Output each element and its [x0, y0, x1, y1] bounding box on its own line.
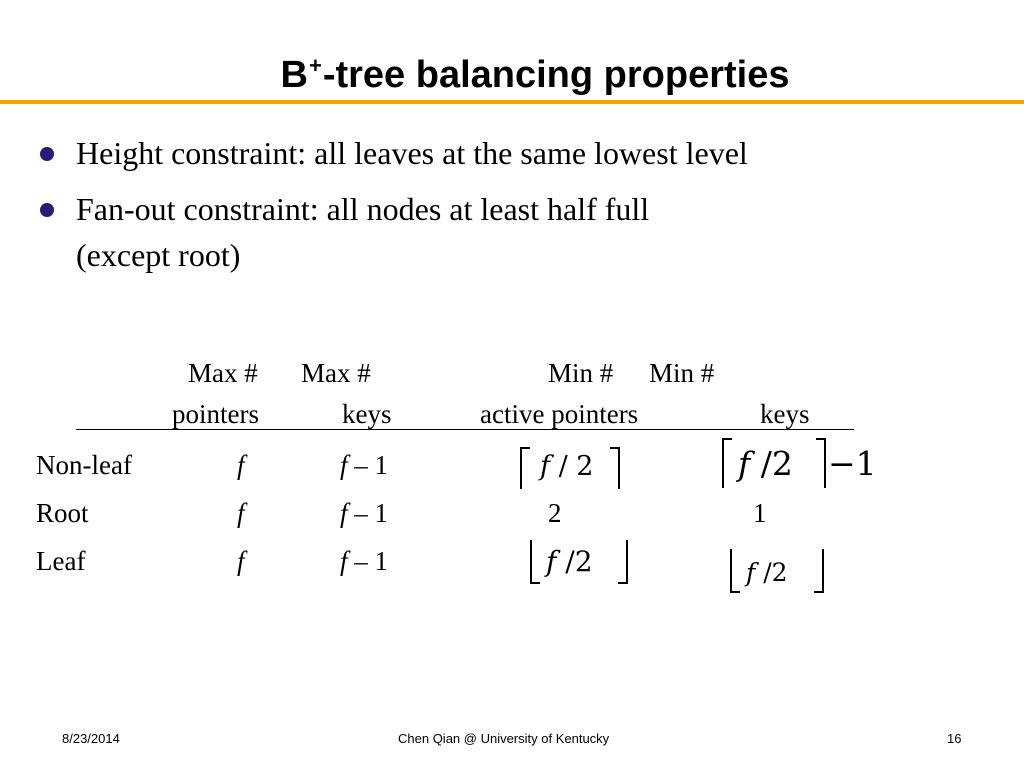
non-leaf-max-keys: f – 1: [340, 450, 389, 480]
root-min-active-pointers: 2: [548, 498, 562, 528]
root-max-pointers: f: [237, 498, 245, 528]
bullet-text-continued: (except root): [76, 237, 241, 273]
bullet-item: [36, 186, 996, 278]
title-prefix: B: [280, 54, 308, 96]
header-max-keys-line2: keys: [342, 399, 392, 429]
root-max-keys: f – 1: [340, 498, 389, 528]
title-underline: [0, 100, 1024, 104]
footer-date: 8/23/2014: [62, 731, 120, 746]
header-min-keys-line1: Min #: [649, 358, 715, 388]
ceil-right-bracket-icon: [816, 438, 826, 488]
floor-right-bracket-icon: [814, 549, 824, 593]
bullet-dot-icon: [40, 203, 54, 217]
leaf-min-active-pointers: [530, 540, 630, 582]
bullet-item: [36, 130, 996, 176]
row-label-root: Root: [36, 498, 89, 528]
footer-center-text: Chen Qian @ University of Kentucky: [398, 731, 610, 746]
header-max-pointers-line1: Max #: [188, 358, 258, 388]
header-rule: [76, 429, 854, 430]
ceil-left-bracket-icon: [520, 447, 530, 489]
header-min-keys-line2: keys: [760, 399, 810, 429]
header-max-keys-line1: Max #: [301, 358, 371, 388]
floor-left-bracket-icon: [730, 549, 740, 593]
header-min-active-pointers-line1: Min #: [548, 358, 614, 388]
row-label-leaf: Leaf: [36, 546, 86, 576]
leaf-max-keys: f – 1: [340, 546, 389, 576]
non-leaf-max-pointers: f: [237, 450, 245, 480]
bullet-text: Fan-out constraint: all nodes at least half full: [76, 191, 650, 227]
floor-expression: f /2: [546, 545, 593, 578]
floor-expression: f /2: [746, 558, 788, 587]
bullet-dot-icon: [40, 147, 54, 161]
footer-page-number: 16: [947, 731, 962, 746]
floor-left-bracket-icon: [530, 540, 540, 584]
header-min-active-pointers-line2: active pointers: [480, 399, 639, 429]
leaf-max-pointers: f: [237, 546, 245, 576]
non-leaf-min-keys: [722, 436, 877, 483]
ceil-right-bracket-icon: [610, 447, 620, 489]
floor-right-bracket-icon: [618, 540, 628, 584]
root-min-keys: 1: [753, 498, 767, 528]
ceil-expression: f / 2: [540, 451, 594, 482]
header-max-pointers-line2: pointers: [172, 399, 259, 429]
leaf-min-keys: [730, 549, 830, 591]
non-leaf-min-active-pointers: [520, 445, 620, 487]
ceil-expression: f /2: [738, 444, 793, 483]
title-suffix: -tree balancing properties: [322, 54, 790, 96]
row-label-non-leaf: Non-leaf: [36, 450, 132, 480]
slide-title: [0, 40, 1024, 101]
ceil-left-bracket-icon: [722, 438, 732, 488]
bullet-list: [36, 130, 996, 288]
bullet-text: Height constraint: all leaves at the same lowest level: [76, 135, 748, 171]
minus-one: −1: [828, 444, 877, 483]
title-superscript: +: [308, 53, 322, 78]
